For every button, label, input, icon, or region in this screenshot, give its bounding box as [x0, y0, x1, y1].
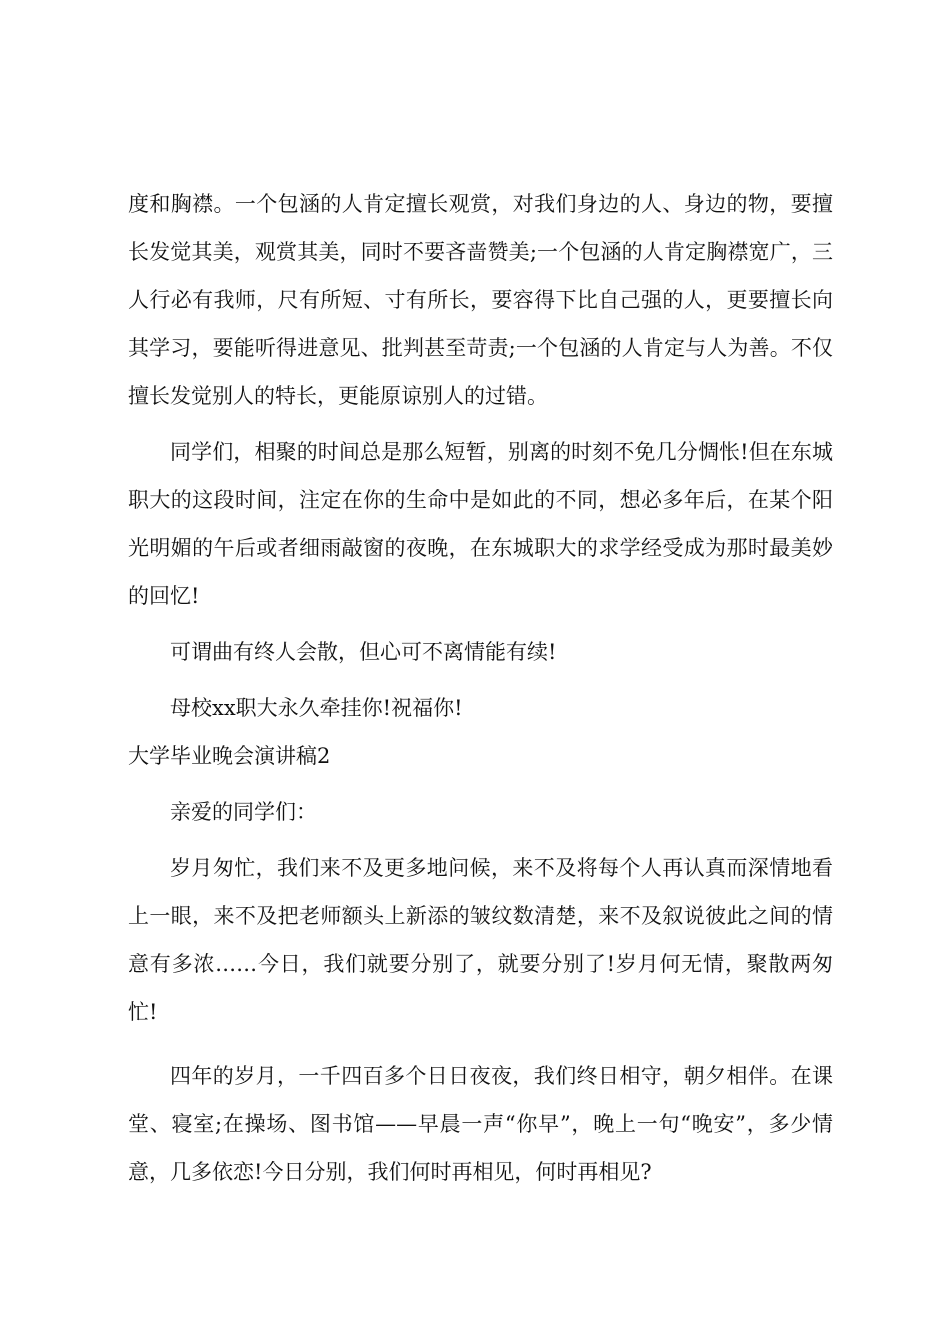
- document-body: [128, 180, 833, 1196]
- paragraph-farewell: 同学们，相聚的时间总是那么短暂，别离的时刻不免几分惆怅!但在东城职大的这段时间，注定在你的生命中是如此的不同，想必多年后，在某个阳光明媚的午后或者细雨敲窗的夜晚，在东城职大的求学经受成为那时最美妙的回忆!: [128, 440, 833, 608]
- paragraph-four-years: 四年的岁月，一千四百多个日日夜夜，我们终日相守，朝夕相伴。在课堂、寝室;在操场、图书馆——早晨一声“你早”，晚上一句“晚安”，多少情意，几多依恋!今日分别，我们何时再相见，何时再相见?: [128, 1064, 833, 1184]
- section-heading: 大学毕业晚会演讲稿2: [128, 744, 331, 768]
- paragraph-salutation: 亲爱的同学们：: [170, 800, 317, 824]
- paragraph-blessing: 母校xx职大永久牵挂你!祝福你!: [170, 696, 463, 720]
- paragraph-time-passing: 岁月匆忙，我们来不及更多地问候，来不及将每个人再认真而深情地看上一眼，来不及把老师额头上新添的皱纹数清楚，来不及叙说彼此之间的情意有多浓……今日，我们就要分别了，就要分别了!岁月何无情，聚散两匆忙!: [128, 856, 833, 1024]
- paragraph-continuation: 度和胸襟。一个包涵的人肯定擅长观赏，对我们身边的人、身边的物，要擅长发觉其美，观赏其美，同时不要吝啬赞美;一个包涵的人肯定胸襟宽广，三人行必有我师，尺有所短、寸有所长，要容得下比自己强的人，更要擅长向其学习，要能听得进意见、批判甚至苛责;一个包涵的人肯定与人为善。不仅擅长发觉别人的特长，更能原谅别人的过错。: [128, 192, 833, 408]
- paragraph-saying: 可谓曲有终人会散，但心可不离情能有续!: [170, 640, 557, 664]
